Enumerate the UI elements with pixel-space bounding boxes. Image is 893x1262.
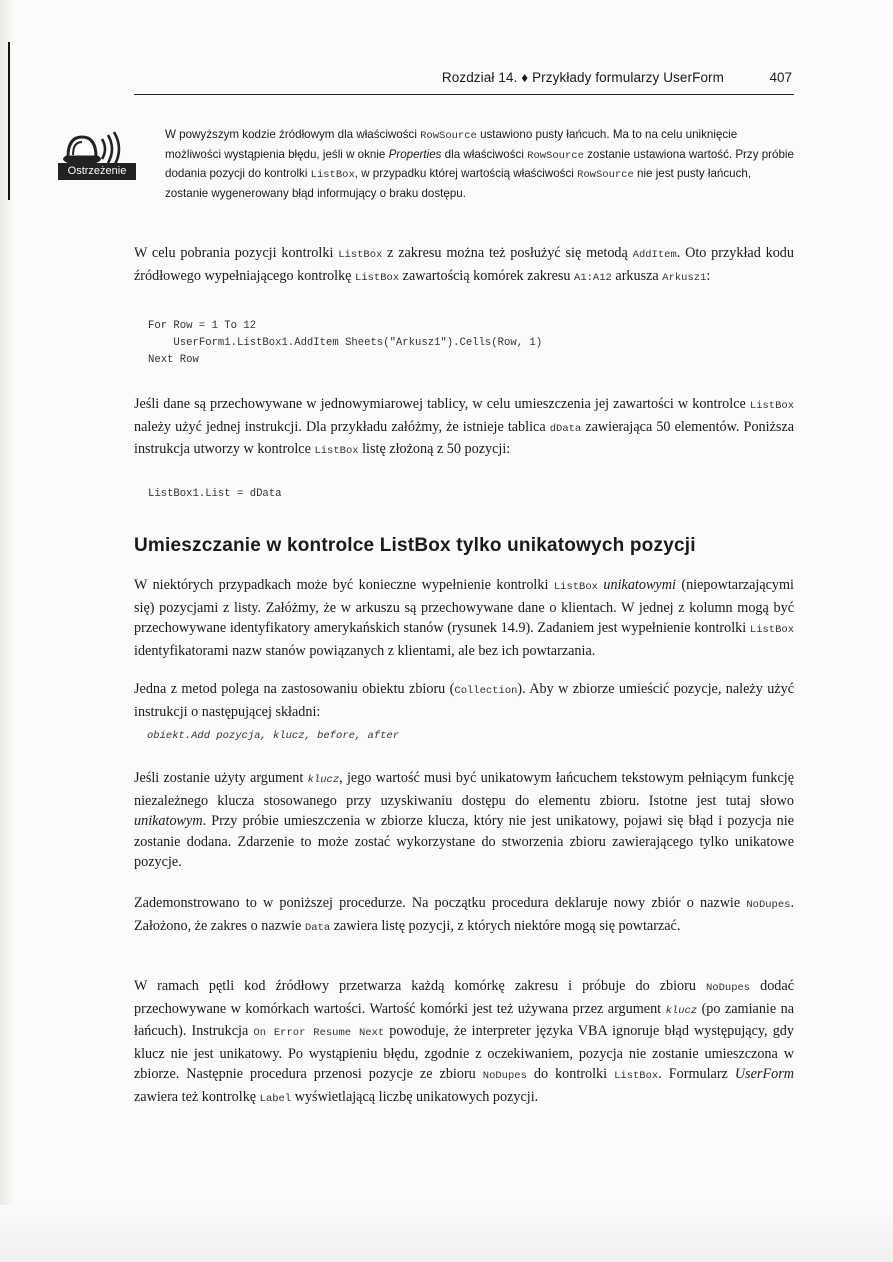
scan-edge: [0, 0, 14, 1262]
section-heading: Umieszczanie w kontrolce ListBox tylko unikatowych pozycji: [134, 535, 696, 556]
warning-label: Ostrzeżenie: [58, 163, 136, 180]
paragraph-unique: W niektórych przypadkach może być konieczne wypełnienie kontrolki ListBox unikatowymi (niepowtarzającymi się) pozycjami z listy. Załóżmy, że w arkuszu są przechowywane dane o klientach. W jednej z kolumn mogą być przechowywane identyfikatory amerykańskich stanów (rysunek 14.9). Zadaniem jest wypełnienie kontrolki ListBox identyfikatorami nazw stanów powiązanych z klientami, ale bez ich powtarzania.: [134, 577, 794, 659]
paragraph-key: Jeśli zostanie użyty argument klucz, jego wartość musi być unikatowym łańcuchem tekstowym pełniącym funkcję niezależnego klucza stosowanego przy uzyskiwaniu dostępu do elementu zbioru. Istotne jest tutaj słowo unikatowym. Przy próbie umieszczenia w zbiorze klucza, który nie jest unikatowy, pojawi się błąd i pozycja nie zostanie dodana. Zdarzenie to może zostać wykorzystane do stworzenia zbioru zawierającego tylko unikatowe pozycje.: [134, 770, 794, 871]
header-title: Rozdział 14. ♦ Przykłady formularzy UserForm: [441, 70, 724, 85]
page-number: 407: [769, 70, 792, 85]
warning-text: W powyższym kodzie źródłowym dla właściwości RowSource ustawiono pusty łańcuch. Ma to na celu uniknięcie możliwości wystąpienia błędu, jeśli w oknie Properties dla właściwości RowSource zostanie ustawiona wartość. Przy próbie dodania pozycji do kontrolki ListBox, w przypadku której wartością właściwości RowSource nie jest pusty łańcuch, zostanie wygenerowany błąd informujący o braku dostępu.: [165, 128, 794, 200]
page-bottom-shade: [0, 1205, 893, 1262]
running-header: [134, 68, 794, 95]
warning-note: [165, 126, 795, 202]
paragraph-additem: W celu pobrania pozycji kontrolki ListBox z zakresu można też posłużyć się metodą AddItem. Oto przykład kodu źródłowego wypełniającego kontrolkę ListBox zawartością komórek zakresu A1:A12 arkusza Arkusz1:: [134, 245, 794, 284]
paragraph-array: Jeśli dane są przechowywane w jednowymiarowej tablicy, w celu umieszczenia jej zawartości w kontrolce ListBox należy użyć jednej instrukcji. Dla przykładu załóżmy, że istnieje tablica dData zawierająca 50 elementów. Poniższa instrukcja utworzy w kontrolce ListBox listę złożoną z 50 pozycji:: [134, 396, 794, 458]
paragraph-loop: W ramach pętli kod źródłowy przetwarza każdą komórkę zakresu i próbuje do zbioru NoDupes dodać przechowywane w komórkach wartości. Wartość komórki jest też używana przez argument klucz (po zamianie na łańcuch). Instrukcja On Error Resume Next powoduje, że interpreter języka VBA ignoruje błąd występujący, gdy klucz nie jest unikatowy. Po wystąpieniu błędu, zgodnie z oczekiwaniem, pozycja nie zostanie umieszczona w zbiorze. Następnie procedura przenosi pozycje ze zbioru NoDupes do kontrolki ListBox. Formularz UserForm zawiera też kontrolkę Label wyświetlającą liczbę unikatowych pozycji.: [134, 978, 795, 1105]
code-syntax: obiekt.Add pozycja, klucz, before, after: [147, 730, 400, 742]
paragraph-collection: Jedna z metod polega na zastosowaniu obiektu zbioru (Collection). Aby w zbiorze umieścić pozycje, należy użyć instrukcji o następującej składni:: [134, 681, 794, 720]
paragraph-procedure: Zademonstrowano to w poniższej procedurze. Na początku procedura deklaruje nowy zbiór o nazwie NoDupes. Założono, że zakres o nazwie Data zawiera listę pozycji, z których niektóre mogą się powtarzać.: [134, 895, 794, 934]
code-listing-list: ListBox1.List = dData: [148, 488, 282, 500]
code-listing-additem: For Row = 1 To 12 UserForm1.ListBox1.AddItem Sheets("Arkusz1").Cells(Row, 1) Next Row: [148, 320, 543, 366]
binding-mark: [8, 42, 10, 200]
